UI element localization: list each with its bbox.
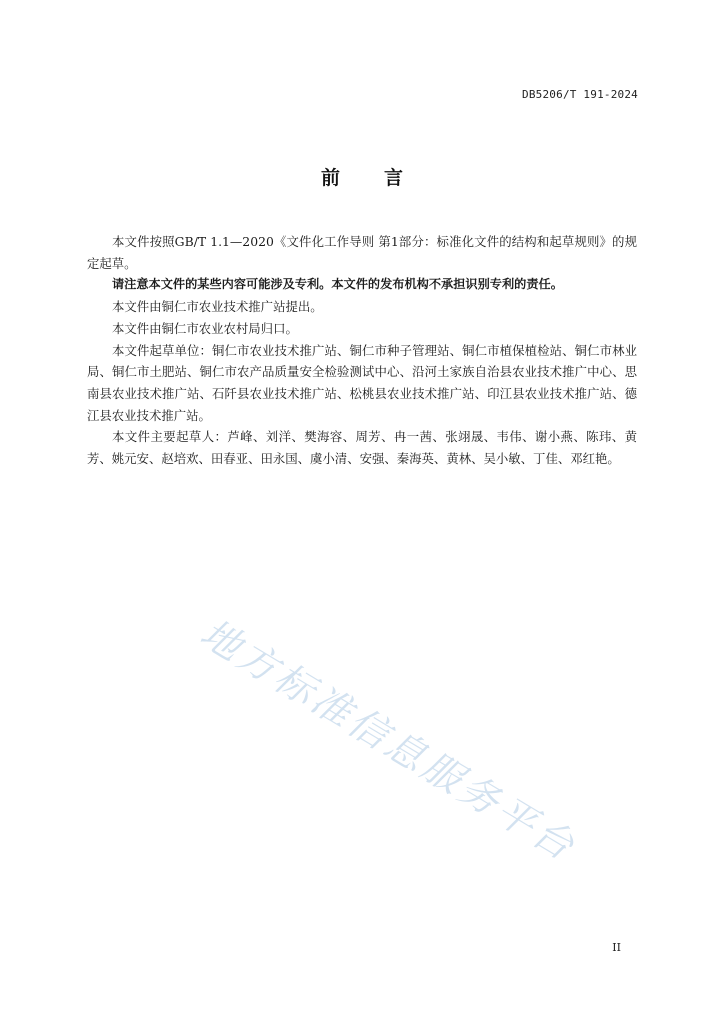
watermark: 地方标准信息服务平台 — [192, 610, 585, 872]
paragraph-proposed-by: 本文件由铜仁市农业技术推广站提出。 — [112, 299, 323, 315]
paragraph-centralized-by: 本文件由铜仁市农业农村局归口。 — [112, 320, 298, 336]
page-title — [0, 163, 724, 190]
title-char-1: 前 — [320, 167, 340, 189]
foreword-body — [87, 231, 637, 470]
document-code: DB5206/T 191-2024 — [522, 88, 638, 101]
title-char-2: 言 — [384, 167, 404, 189]
paragraph-patent-notice: 请注意本文件的某些内容可能涉及专利。本文件的发布机构不承担识别专利的责任。 — [112, 277, 563, 292]
page-number: II — [612, 941, 621, 954]
paragraph-drafting-units: 本文件起草单位：铜仁市农业技术推广站、铜仁市种子管理站、铜仁市植保植检站、铜仁市林业局、铜仁市土肥站、铜仁市农产品质量安全检验测试中心、沿河土家族自治县农业技术推广中心、思南县农业技术推广站、石阡县农业技术推广站、松桃县农业技术推广站、印江县农业技术推广站、德江县农业技术推广站。 — [87, 342, 637, 423]
paragraph-drafters: 本文件主要起草人：芦峰、刘洋、樊海容、周芳、冉一茜、张翊晟、韦伟、谢小燕、陈玮、黄芳、姚元安、赵培欢、田春亚、田永国、虞小清、安强、秦海英、黄林、吴小敏、丁佳、邓红艳。 — [87, 429, 637, 467]
paragraph-drafting-rules: 本文件按照GB/T 1.1—2020《文件化工作导则 第1部分：标准化文件的结构和起草规则》的规定起草。 — [87, 234, 637, 271]
